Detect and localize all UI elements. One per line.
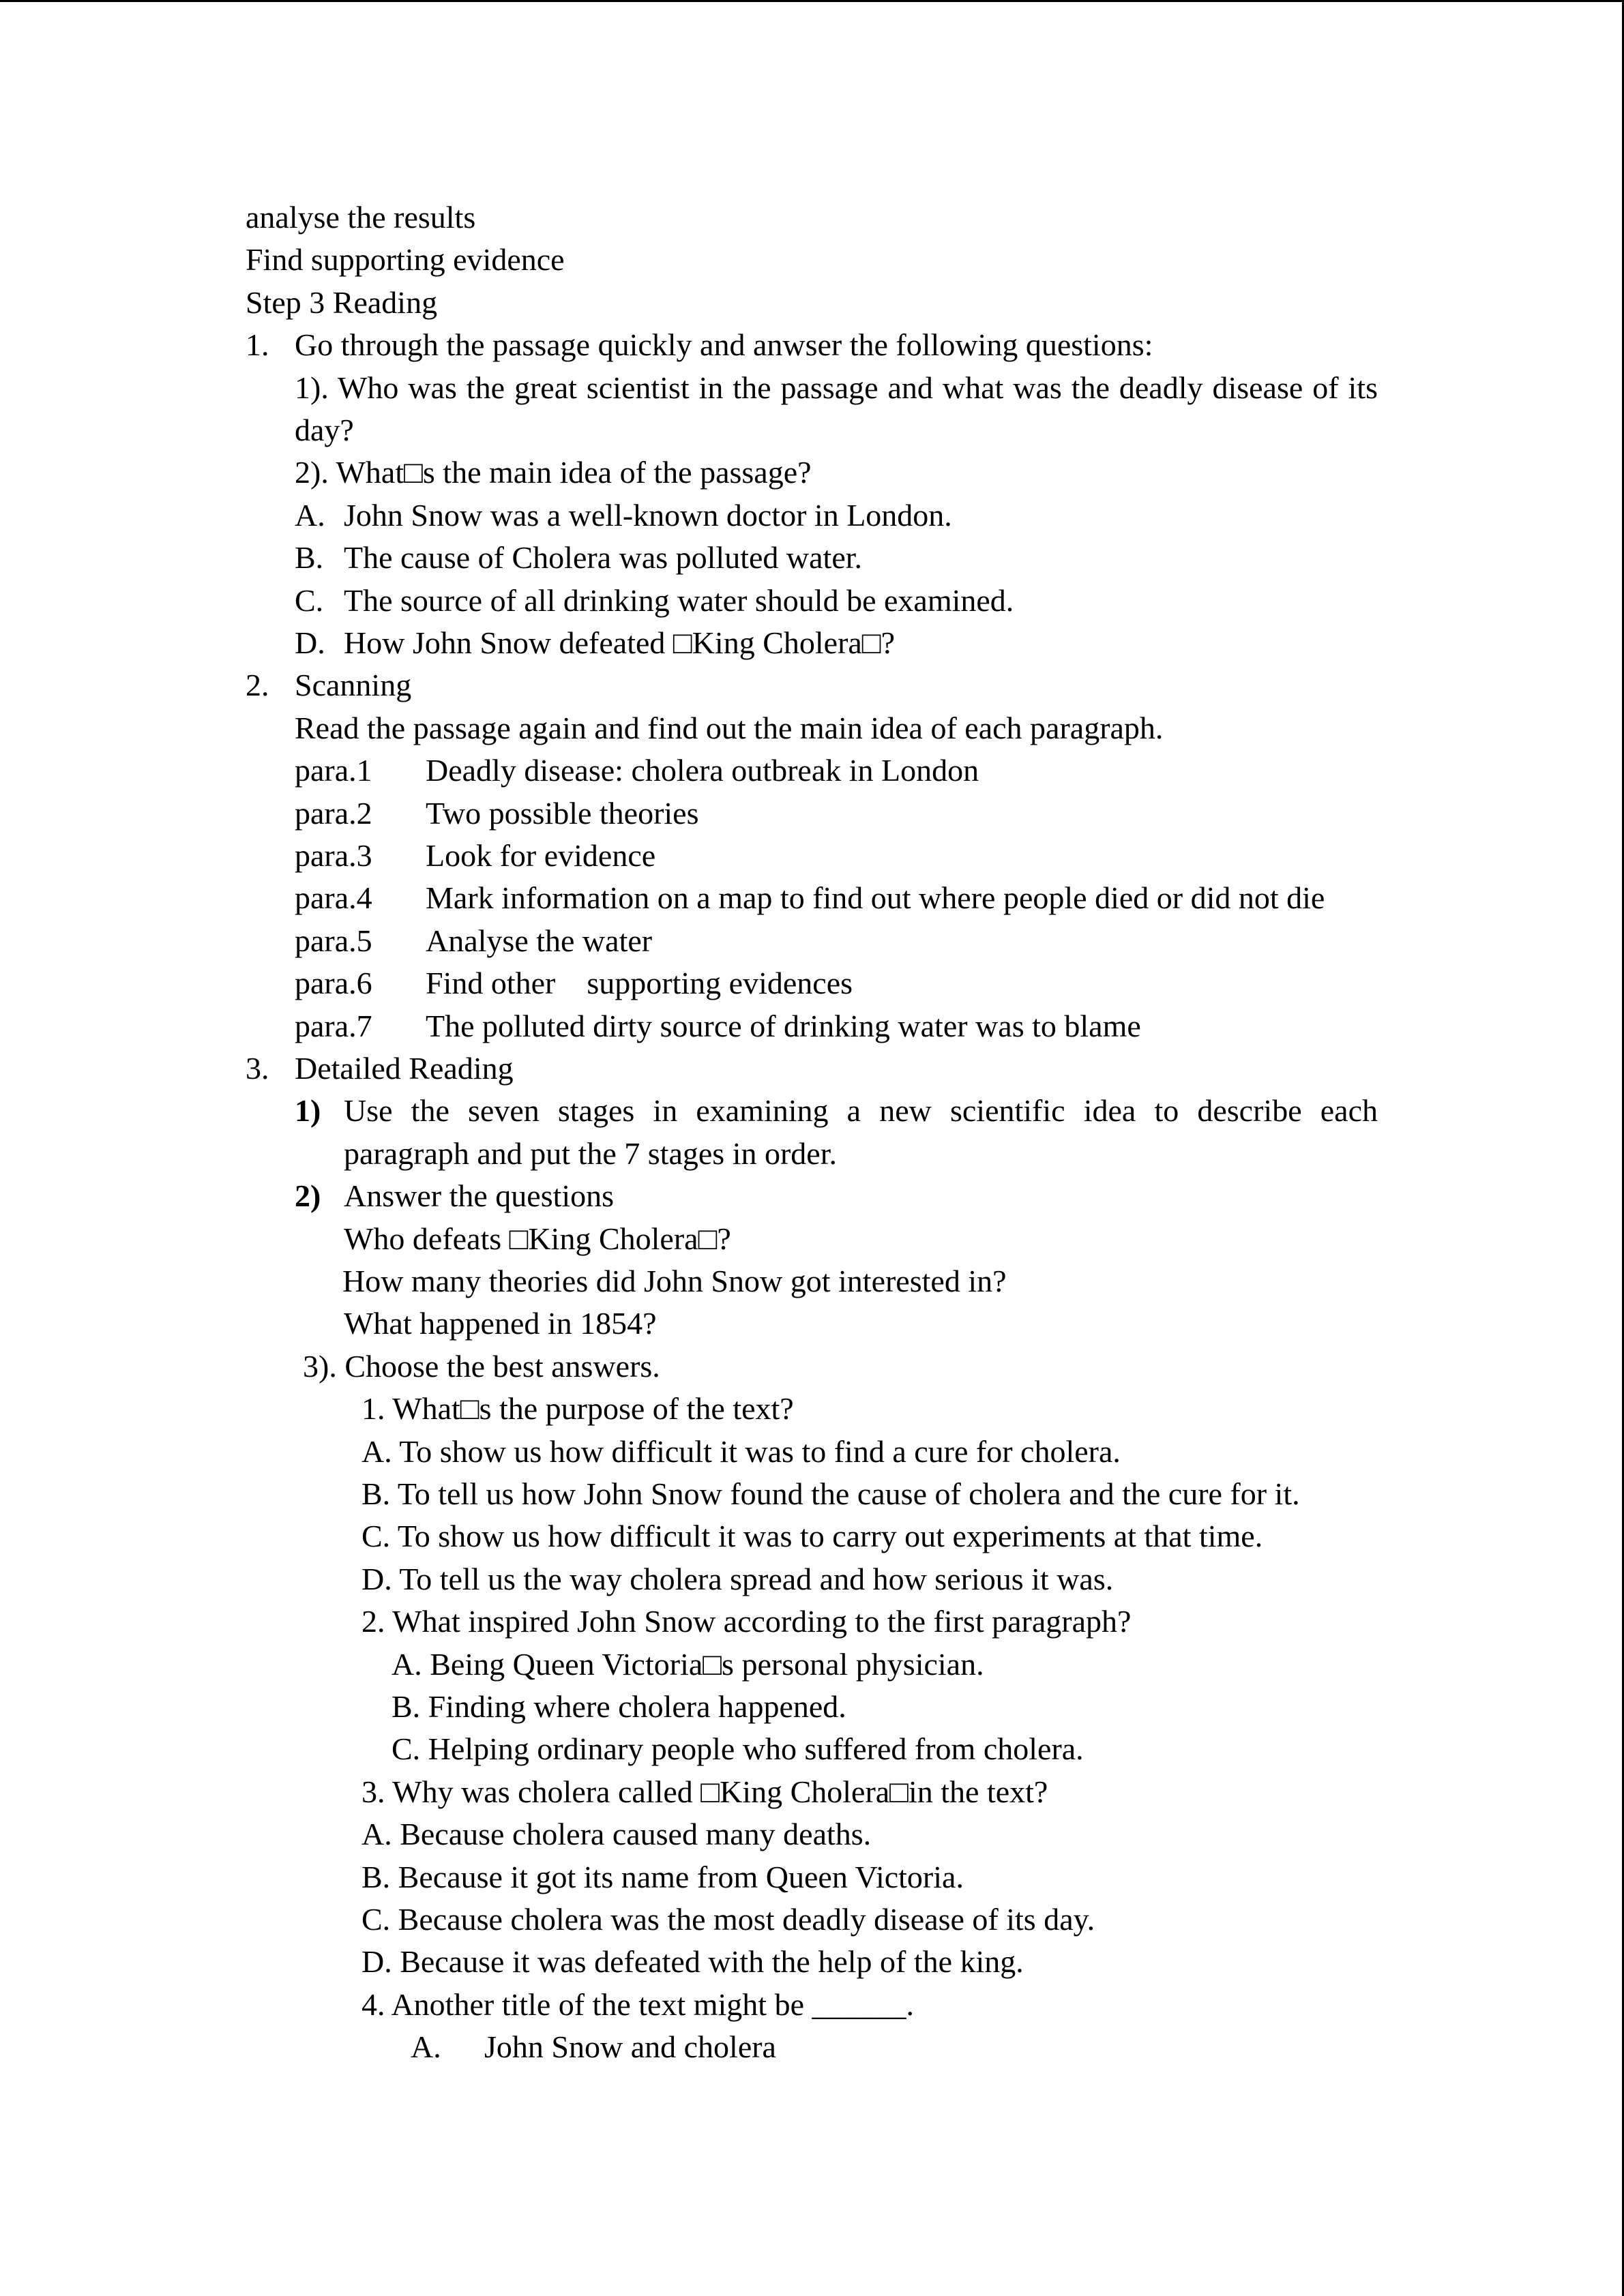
para-label: para.6	[295, 966, 372, 1001]
question-title: Detailed Reading	[295, 1051, 514, 1086]
detail-question: Who defeats □King Cholera□?	[344, 1221, 731, 1256]
question-2	[246, 664, 1378, 706]
option-text: The cause of Cholera was polluted water.	[344, 540, 863, 576]
mc-option: C. Because cholera was the most deadly disease of its day.	[361, 1901, 1095, 1937]
mc-question: 2. What inspired John Snow according to the first paragraph?	[361, 1604, 1132, 1639]
mc-question: 1. What□s the purpose of the text?	[361, 1391, 794, 1427]
question-title: Go through the passage quickly and anwser the following questions:	[295, 327, 1153, 363]
para-label: para.1	[295, 753, 372, 788]
item-number: 1)	[295, 1093, 321, 1129]
mc-option: C. Helping ordinary people who suffered from cholera.	[392, 1731, 1084, 1767]
option-text: John Snow and cholera	[484, 2029, 776, 2065]
para-text: Find other supporting evidences	[426, 966, 853, 1001]
option-row	[246, 494, 1378, 537]
step-heading: Step 3 Reading	[246, 284, 438, 320]
mc-option: A. To show us how difficult it was to find a cure for cholera.	[361, 1433, 1121, 1469]
mc-option-row	[246, 2026, 1378, 2068]
intro-line: analyse the results	[246, 200, 476, 235]
mc-question: 3. Why was cholera called □King Cholera□in the text?	[361, 1774, 1048, 1809]
detail-item-1	[246, 1090, 1378, 1175]
mc-option: D. To tell us the way cholera spread and how serious it was.	[361, 1561, 1114, 1596]
detail-item-2	[246, 1175, 1378, 1217]
option-letter: B.	[295, 540, 324, 576]
question-number: 1.	[246, 327, 269, 363]
mc-option: A. Being Queen Victoria□s personal physician.	[392, 1646, 984, 1682]
para-label: para.5	[295, 923, 372, 958]
sub-question: 2). What□s the main idea of the passage?	[295, 455, 812, 490]
question-1	[246, 324, 1378, 366]
para-text: Analyse the water	[426, 923, 653, 958]
mc-option: C. To show us how difficult it was to carry out experiments at that time.	[361, 1519, 1263, 1554]
para-row	[246, 1005, 1378, 1047]
option-text: John Snow was a well-known doctor in London.	[344, 497, 952, 533]
para-text: Mark information on a map to find out where people died or did not die	[426, 880, 1325, 916]
option-row	[246, 580, 1378, 622]
mc-option: B. Because it got its name from Queen Victoria.	[361, 1859, 964, 1894]
mc-option: B. Finding where cholera happened.	[392, 1688, 846, 1724]
choose-heading: 3). Choose the best answers.	[303, 1348, 660, 1384]
para-text: The polluted dirty source of drinking water was to blame	[426, 1008, 1141, 1043]
para-row	[246, 877, 1378, 919]
intro-line: Find supporting evidence	[246, 242, 565, 278]
option-row	[246, 622, 1378, 664]
detail-question: What happened in 1854?	[344, 1306, 657, 1341]
para-label: para.7	[295, 1008, 372, 1043]
para-row	[246, 792, 1378, 835]
para-row	[246, 749, 1378, 792]
para-row	[246, 835, 1378, 877]
option-letter: C.	[295, 582, 324, 618]
question-3	[246, 1047, 1378, 1090]
mc-option: B. To tell us how John Snow found the cause of cholera and the cure for it.	[361, 1476, 1300, 1512]
question-number: 2.	[246, 668, 269, 703]
option-text: The source of all drinking water should be examined.	[344, 582, 1014, 618]
option-letter: A.	[411, 2029, 441, 2065]
item-text: Answer the questions	[344, 1178, 615, 1214]
sub-question: 1). Who was the great scientist in the passage and what was the deadly disease of its day?	[295, 370, 1378, 447]
para-label: para.2	[295, 795, 372, 831]
instruction: Read the passage again and find out the main idea of each paragraph.	[295, 710, 1164, 745]
question-title: Scanning	[295, 668, 412, 703]
para-label: para.3	[295, 838, 372, 874]
document-page	[246, 196, 1378, 2069]
page-top-border	[0, 0, 1624, 2]
mc-option: A. Because cholera caused many deaths.	[361, 1817, 872, 1852]
para-text: Look for evidence	[426, 838, 656, 874]
mc-option: D. Because it was defeated with the help of the king.	[361, 1944, 1024, 1980]
question-number: 3.	[246, 1051, 269, 1086]
option-letter: D.	[295, 625, 325, 660]
para-label: para.4	[295, 880, 372, 916]
item-number: 2)	[295, 1178, 321, 1214]
option-text: How John Snow defeated □King Cholera□?	[344, 625, 896, 660]
para-text: Deadly disease: cholera outbreak in London	[426, 753, 979, 788]
option-letter: A.	[295, 497, 325, 533]
detail-question: How many theories did John Snow got interested in?	[342, 1264, 1007, 1299]
para-row	[246, 920, 1378, 962]
mc-question: 4. Another title of the text might be ______.	[361, 1986, 914, 2022]
para-row	[246, 962, 1378, 1004]
item-text: Use the seven stages in examining a new scientific idea to describe each paragraph and put the 7 stages in order.	[344, 1093, 1378, 1171]
option-row	[246, 537, 1378, 579]
para-text: Two possible theories	[426, 795, 699, 831]
